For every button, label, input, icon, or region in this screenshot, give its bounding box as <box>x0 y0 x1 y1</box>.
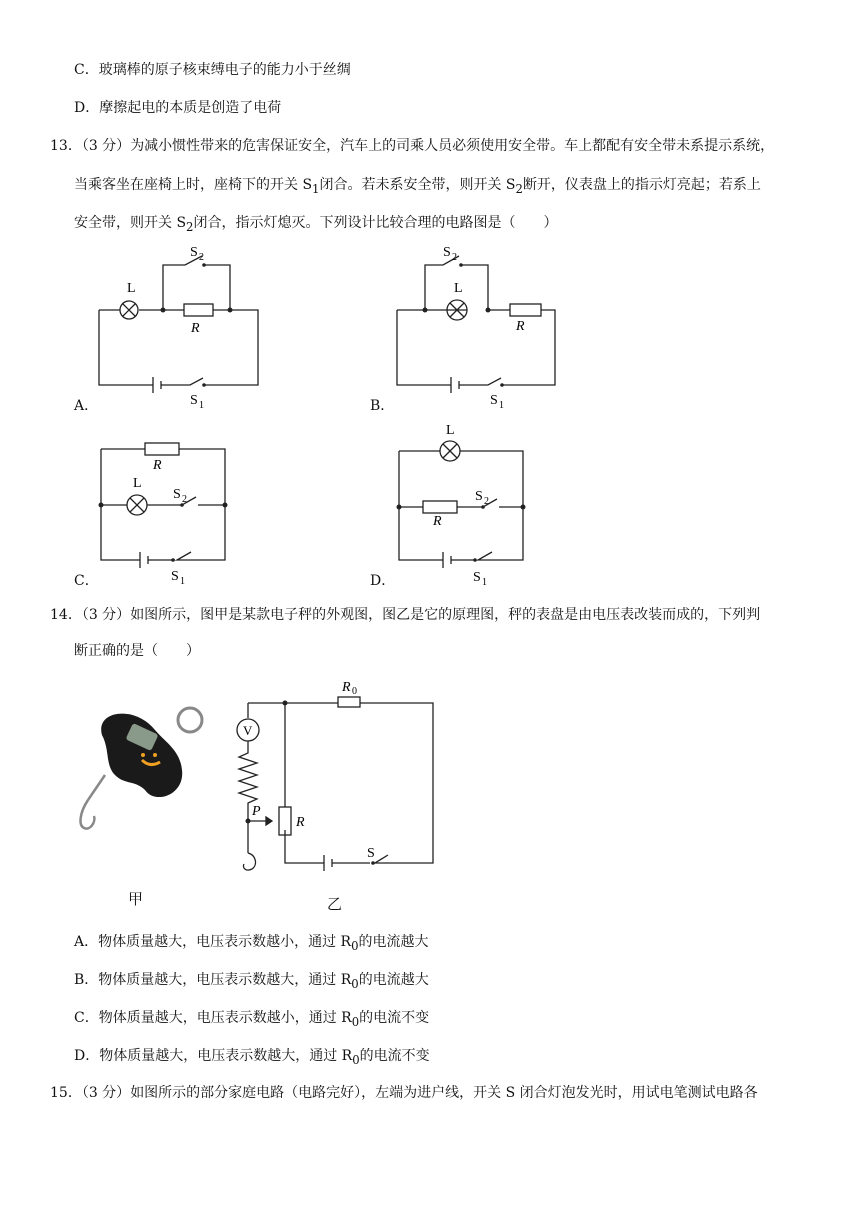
question-points: （3 分） <box>81 1085 131 1101</box>
question-points: （3 分） <box>81 138 131 154</box>
svg-text:2: 2 <box>484 496 489 507</box>
q13-stem-line2: 当乘客坐在座椅上时，座椅下的开关 $S_1$闭合。若未系安全带，则开关 $S_2$断开，仪表盘上的指示灯亮起；若系上 <box>74 177 761 196</box>
svg-text:S: S <box>475 489 483 504</box>
q14-stem-line2: 断正确的是（ ） <box>74 643 200 659</box>
svg-text:S: S <box>190 245 198 260</box>
svg-text:1: 1 <box>199 400 204 410</box>
scale-circuit-diagram <box>230 675 445 880</box>
svg-text:L: L <box>127 281 136 296</box>
svg-text:P: P <box>252 804 261 819</box>
q15-stem-line1: 15．（3 分）如图所示的部分家庭电路（电路完好），左端为进户线，开关 S 闭合灯泡发光时，用试电笔测试电路各 <box>50 1085 758 1101</box>
svg-text:2: 2 <box>199 252 204 263</box>
svg-text:S: S <box>490 393 498 408</box>
svg-text:S: S <box>443 245 451 260</box>
q12-option-d: D．摩擦起电的本质是创造了电荷 <box>74 100 282 116</box>
svg-text:R: R <box>296 815 305 830</box>
svg-text:1: 1 <box>180 576 185 587</box>
q14-option-b: B．物体质量越大，电压表示数越大，通过 $R_0$的电流越大 <box>74 972 429 991</box>
q14-option-a: A．物体质量越大，电压表示数越小，通过 $R_0$的电流越大 <box>74 934 429 953</box>
circuit-diagram-a <box>95 240 270 410</box>
option-c-label: C． <box>74 573 99 589</box>
svg-text:S: S <box>367 846 375 861</box>
svg-text:V: V <box>243 723 253 738</box>
option-a-label: A． <box>74 398 99 414</box>
svg-text:L: L <box>133 476 142 491</box>
q13-stem-line1: 13．（3 分）为减小惯性带来的危害保证安全，汽车上的司乘人员必须使用安全带。车上都配有安全带未系提示系统， <box>50 138 775 154</box>
svg-text:S: S <box>173 487 181 502</box>
svg-text:R: R <box>433 514 442 529</box>
question-number: 15． <box>50 1085 82 1101</box>
circuit-diagram-b <box>393 240 568 410</box>
option-b-label: B． <box>370 398 395 414</box>
question-number: 13． <box>50 138 82 154</box>
q14-option-c: C．物体质量越大，电压表示数越小，通过 $R_0$的电流不变 <box>74 1010 430 1029</box>
figure-yi-caption: 乙 <box>327 895 343 913</box>
q13-stem-line3: 安全带，则开关 $S_2$闭合，指示灯熄灭。下列设计比较合理的电路图是（ ） <box>74 215 558 234</box>
svg-text:R: R <box>153 458 162 473</box>
svg-text:S: S <box>473 570 481 585</box>
q12-option-c: C．玻璃棒的原子核束缚电子的能力小于丝绸 <box>74 62 351 78</box>
svg-text:1: 1 <box>482 577 487 588</box>
question-points: （3 分） <box>81 607 131 623</box>
circuit-diagram-d <box>393 418 568 588</box>
electronic-scale-illustration <box>70 700 210 840</box>
question-number: 14． <box>50 607 82 623</box>
svg-text:2: 2 <box>452 252 457 263</box>
svg-text:S: S <box>171 569 179 584</box>
svg-text:0: 0 <box>352 686 357 697</box>
svg-text:R: R <box>342 680 351 695</box>
svg-text:S: S <box>190 393 198 408</box>
svg-text:L: L <box>454 281 463 296</box>
figure-jia-caption: 甲 <box>128 890 144 908</box>
svg-text:R: R <box>191 321 200 336</box>
option-d-label: D． <box>370 573 396 589</box>
svg-text:1: 1 <box>499 400 504 410</box>
circuit-diagram-c <box>95 437 270 587</box>
q14-stem-line1: 14．（3 分）如图所示，图甲是某款电子秤的外观图，图乙是它的原理图，秤的表盘是由电压表改装而成的，下列判 <box>50 607 761 623</box>
q14-option-d: D．物体质量越大，电压表示数越大，通过 $R_0$的电流不变 <box>74 1048 430 1067</box>
svg-text:R: R <box>516 319 525 334</box>
svg-text:2: 2 <box>182 494 187 505</box>
svg-text:L: L <box>446 423 455 438</box>
